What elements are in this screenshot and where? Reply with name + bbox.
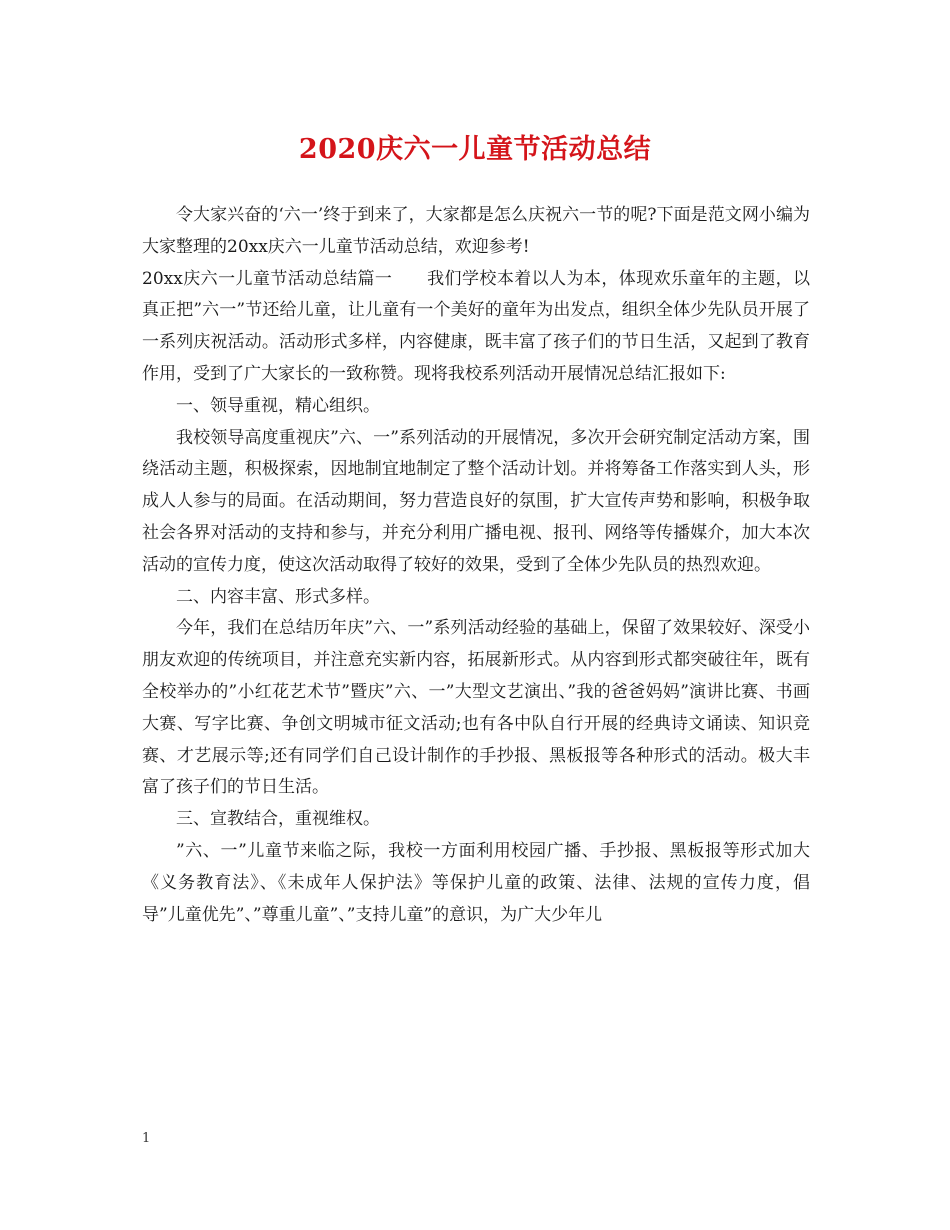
section-heading-rights: 三、宣教结合，重视维权。 [176,809,380,830]
leadership-paragraph: 我校领导高度重视庆”六、一”系列活动的开展情况，多次开会研究制定活动方案，围绕活动主题，积极探索，因地制宜地制定了整个活动计划。并将筹备工作落实到人头，形成人人参与的局面。在活动期间，努力营造良好的氛围，扩大宣传声势和影响，积极争取社会各界对活动的支持和参与，并充分利用广播电视、报刊、网络等传播媒介，加大本次活动的宣传力度，使这次活动取得了较好的效果，受到了全体少先队员的热烈欢迎。 [142,427,810,575]
section-heading-content: 二、内容丰富、形式多样。 [176,586,380,607]
document-body [142,200,810,931]
document-title: 2020庆六一儿童节活动总结 [298,134,652,165]
page-number: 1 [142,1131,151,1146]
section-one-opening-paragraph: 20xx庆六一儿童节活动总结篇一 我们学校本着以人为本，体现欢乐童年的主题，以真正把”六一”节还给儿童，让儿童有一个美好的童年为出发点，组织全体少先队员开展了一系列庆祝活动。活动形式多样，内容健康，既丰富了孩子们的节日生活，又起到了教育作用，受到了广大家长的一致称赞。现将我校系列活动开展情况总结汇报如下: [142,268,810,384]
content-paragraph: 今年，我们在总结历年庆”六、一”系列活动经验的基础上，保留了效果较好、深受小朋友欢迎的传统项目，并注意充实新内容，拓展新形式。从内容到形式都突破往年，既有全校举办的”小红花艺术节”暨庆”六、一”大型文艺演出、”我的爸爸妈妈”演讲比赛、书画大赛、写字比赛、争创文明城市征文活动;也有各中队自行开展的经典诗文诵读、知识竞赛、才艺展示等;还有同学们自己设计制作的手抄报、黑板报等各种形式的活动。极大丰富了孩子们的节日生活。 [142,618,810,798]
rights-paragraph: ”六、一”儿童节来临之际，我校一方面利用校园广播、手抄报、黑板报等形式加大《义务教育法》、《未成年人保护法》等保护儿童的政策、法律、法规的宣传力度，倡导”儿童优先”、”尊重儿童”、”支持儿童”的意识，为广大少年儿 [142,840,810,925]
intro-paragraph: 令大家兴奋的‘六一’终于到来了，大家都是怎么庆祝六一节的呢?下面是范文网小编为大家整理的20xx庆六一儿童节活动总结，欢迎参考! [142,205,810,257]
section-heading-leadership: 一、领导重视，精心组织。 [176,395,380,416]
